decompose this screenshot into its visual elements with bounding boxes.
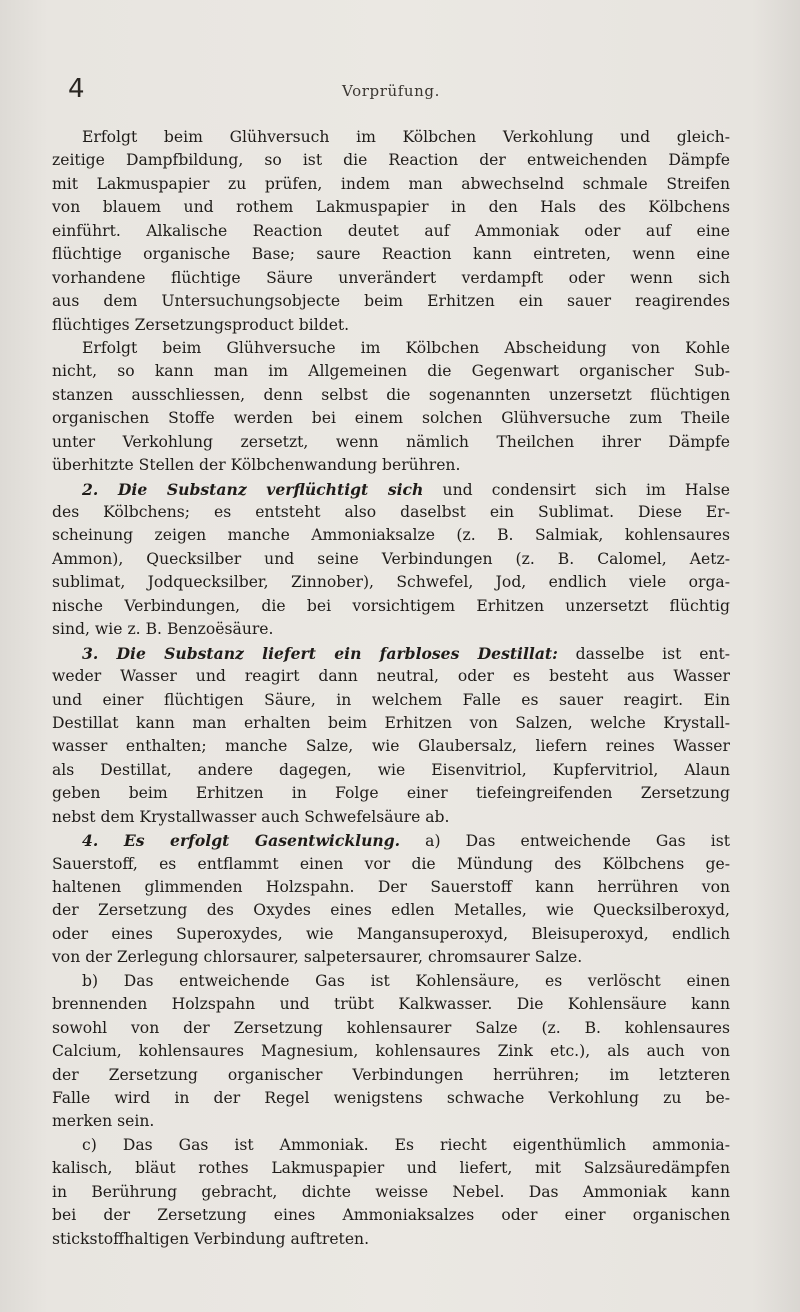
text-line: als Destillat, andere dagegen, wie Eisenvitriol, Kupfervitriol, Alaun	[52, 760, 730, 779]
paragraph-no-carbon	[52, 337, 730, 478]
text-line: aus dem Untersuchungsobjecte beim Erhitzen ein sauer reagirendes	[52, 292, 730, 311]
text-line: mit Lakmuspapier zu prüfen, indem man abwechselnd schmale Streifen	[52, 174, 730, 193]
text-line: weder Wasser und reagirt dann neutral, oder es besteht aus Wasser	[52, 667, 730, 686]
text-line: nicht, so kann man im Allgemeinen die Gegenwart organischer Sub-	[52, 362, 730, 381]
text-line: unter Verkohlung zersetzt, wenn nämlich Theilchen ihrer Dämpfe	[52, 432, 730, 451]
running-head: Vorprüfung.	[342, 82, 440, 100]
text-line: scheinung zeigen manche Ammoniaksalze (z. B. Salmiak, kohlensaures	[52, 526, 730, 545]
text-line: sublimat, Jodquecksilber, Zinnober), Schwefel, Jod, endlich viele orga-	[52, 573, 730, 592]
text-line: einführt. Alkalische Reaction deutet auf Ammoniak oder auf eine	[52, 221, 730, 240]
text-line: merken sein.	[52, 1112, 155, 1131]
text-line: organischen Stoffe werden bei einem solchen Glühversuche zum Theile	[52, 409, 730, 428]
text-line: Calcium, kohlensaures Magnesium, kohlensaures Zink etc.), als auch von	[52, 1042, 730, 1061]
body-text	[52, 126, 730, 1251]
text-line: von blauem und rothem Lakmuspapier in den Hals des Kölbchens	[52, 198, 730, 217]
section-heading: 4. Es erfolgt Gasentwicklung.	[82, 831, 401, 851]
text-line: Sauerstoff, es entflammt einen vor die Mündung des Kölbchens ge-	[52, 854, 730, 873]
text-line: flüchtiges Zersetzungsproduct bildet.	[52, 315, 350, 334]
text-line: stanzen ausschliessen, denn selbst die sogenannten unzersetzt flüchtigen	[52, 385, 730, 404]
heading-continuation: dasselbe ist ent-	[557, 644, 730, 663]
text-line: des Kölbchens; es entsteht also daselbst ein Sublimat. Diese Er-	[52, 503, 730, 521]
page-number: 4	[68, 74, 85, 104]
section-2-sublimate	[52, 478, 730, 642]
text-line: in Berührung gebracht, dichte weisse Nebel. Das Ammoniak kann	[52, 1182, 730, 1201]
text-line: wasser enthalten; manche Salze, wie Glaubersalz, liefern reines Wasser	[52, 737, 730, 756]
text-line: der Zersetzung des Oxydes eines edlen Metalles, wie Quecksilberoxyd,	[52, 901, 730, 920]
text-line: Ammon), Quecksilber und seine Verbindungen (z. B. Calomel, Aetz-	[52, 549, 730, 568]
text-line: haltenen glimmenden Holzspahn. Der Sauerstoff kann herrühren von	[52, 878, 730, 896]
text-line: bei der Zersetzung eines Ammoniaksalzes oder einer organischen	[52, 1206, 730, 1225]
text-line: nische Verbindungen, die bei vorsichtigem Erhitzen unzersetzt flüchtig	[52, 596, 730, 615]
text-line: c) Das Gas ist Ammoniak. Es riecht eigenthümlich ammonia-	[82, 1135, 730, 1154]
text-line: geben beim Erhitzen in Folge einer tiefeingreifenden Zersetzung	[52, 784, 730, 803]
text-line: stickstoffhaltigen Verbindung auftreten.	[52, 1229, 370, 1248]
text-line: b) Das entweichende Gas ist Kohlensäure, es verlöscht einen	[82, 971, 730, 990]
text-line: flüchtige organische Base; saure Reaction kann eintreten, wenn eine	[52, 245, 730, 264]
text-line: und einer flüchtigen Säure, in welchem Falle es sauer reagirt. Ein	[52, 690, 730, 709]
page-header	[68, 74, 714, 108]
text-line: Destillat kann man erhalten beim Erhitzen von Salzen, welche Krystall-	[52, 713, 730, 732]
text-line: vorhandene flüchtige Säure unverändert verdampft oder wenn sich	[52, 268, 730, 287]
text-line: oder eines Superoxydes, wie Mangansuperoxyd, Bleisuperoxyd, endlich	[52, 924, 730, 943]
text-line: brennenden Holzspahn und trübt Kalkwasser. Die Kohlensäure kann	[52, 995, 730, 1014]
heading-continuation: und condensirt sich im Halse	[423, 480, 730, 499]
text-line: sind, wie z. B. Benzoësäure.	[52, 620, 274, 639]
text-line	[52, 829, 730, 852]
paragraph-glow-test-carbonization	[52, 126, 730, 337]
text-line: kalisch, bläut rothes Lakmuspapier und liefert, mit Salzsäuredämpfen	[52, 1159, 730, 1178]
text-line: Falle wird in der Regel wenigstens schwache Verkohlung zu be-	[52, 1088, 730, 1107]
heading-continuation: a) Das entweichende Gas ist	[400, 832, 730, 851]
section-heading: 2. Die Substanz verflüchtigt sich	[82, 479, 424, 499]
text-line	[52, 642, 730, 665]
text-line: Erfolgt beim Glühversuch im Kölbchen Verkohlung und gleich-	[82, 128, 730, 146]
text-line: nebst dem Krystallwasser auch Schwefelsäure ab.	[52, 807, 450, 826]
text-line: zeitige Dampfbildung, so ist die Reaction der entweichenden Dämpfe	[52, 151, 730, 170]
section-4-gas-oxygen	[52, 829, 730, 970]
text-line	[52, 478, 730, 501]
text-line: sowohl von der Zersetzung kohlensaurer Salze (z. B. kohlensaures	[52, 1018, 730, 1037]
section-heading: 3. Die Substanz liefert ein farbloses Destillat:	[82, 643, 558, 663]
text-line: Erfolgt beim Glühversuche im Kölbchen Abscheidung von Kohle	[82, 338, 730, 357]
text-line: überhitzte Stellen der Kölbchenwandung berühren.	[52, 456, 461, 475]
text-line: der Zersetzung organischer Verbindungen herrühren; im letzteren	[52, 1065, 730, 1084]
section-4b-carbon-dioxide	[52, 970, 730, 1134]
section-4c-ammonia	[52, 1134, 730, 1251]
section-3-distillate	[52, 642, 730, 830]
text-line: von der Zerlegung chlorsaurer, salpetersaurer, chromsaurer Salze.	[52, 948, 583, 967]
